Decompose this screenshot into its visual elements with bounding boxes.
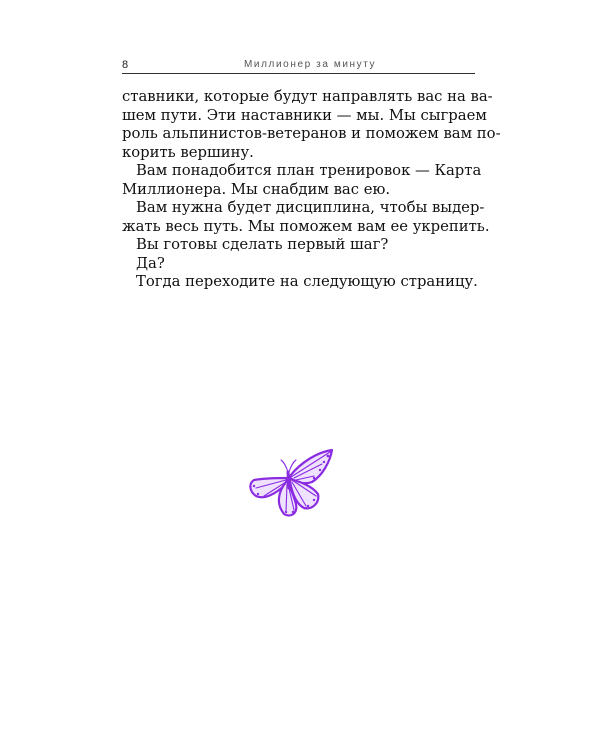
header-divider: [122, 73, 475, 74]
text-line: жать весь путь. Мы поможем вам ее укрепить.: [122, 217, 490, 235]
book-title: Миллионер за минуту: [244, 59, 377, 70]
text-line: Вам нужна будет дисциплина, чтобы выдер-: [136, 199, 485, 216]
text-line: ставники, которые будут направлять вас на ва-: [122, 88, 493, 105]
text-line: Да?: [136, 254, 165, 272]
text-line: Тогда переходите на следующую страницу.: [136, 273, 478, 290]
text-line: роль альпинистов-ветеранов и поможем вам по-: [122, 125, 501, 142]
running-header: [122, 58, 475, 76]
page-number: 8: [122, 59, 129, 71]
body-text: [122, 88, 501, 292]
text-line: Вам понадобится план тренировок — Карта: [136, 162, 482, 179]
text-line: шем пути. Эти наставники — мы. Мы сыграем: [122, 106, 487, 124]
text-line: Миллионера. Мы снабдим вас ею.: [122, 180, 391, 198]
butterfly-icon: [246, 448, 334, 518]
text-line: корить вершину.: [122, 143, 254, 161]
text-line: Вы готовы сделать первый шаг?: [136, 236, 389, 253]
